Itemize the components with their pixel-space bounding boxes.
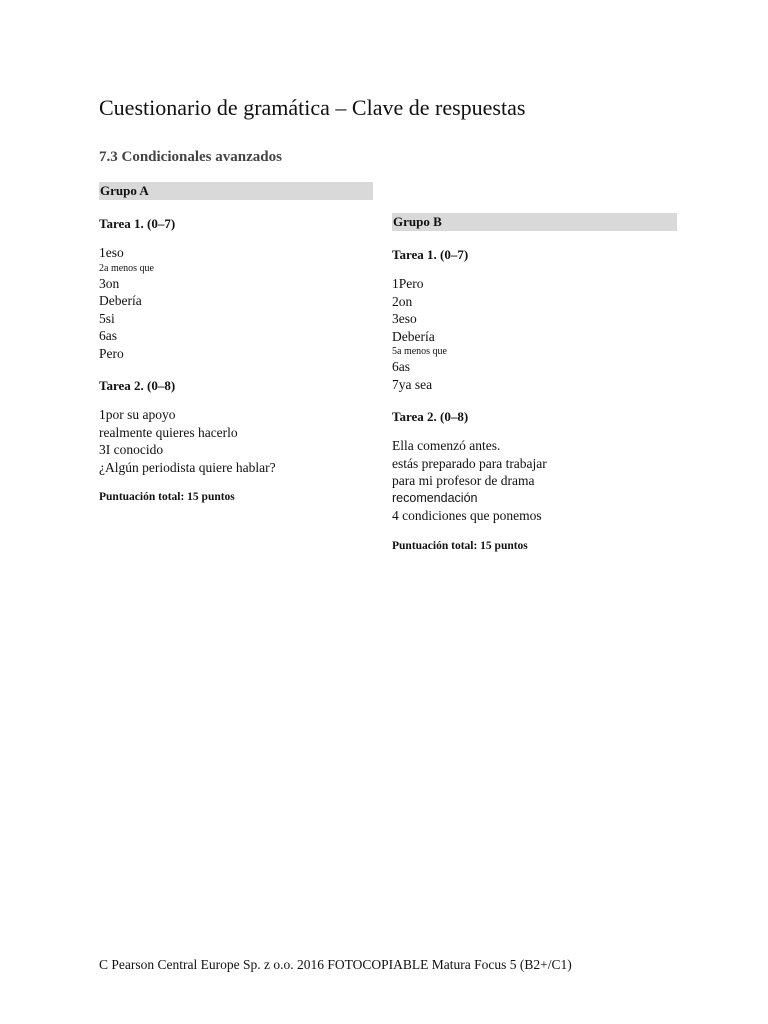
answer-item: 1por su apoyo xyxy=(99,407,176,422)
answer-item: 5si xyxy=(99,310,115,326)
group-a-task2-title: Tarea 2. (0–8) xyxy=(99,378,176,393)
section-subtitle: 7.3 Condicionales avanzados xyxy=(99,149,282,165)
answer-item: 2a menos que xyxy=(99,262,154,274)
answer-item: 2on xyxy=(392,293,413,309)
group-b-header: Grupo B xyxy=(392,213,677,231)
answer-item: para mi profesor de drama xyxy=(392,473,535,488)
group-b-total-score: Puntuación total: 15 puntos xyxy=(392,539,528,552)
answer-item: 3on xyxy=(99,275,120,291)
answer-item: Debería xyxy=(392,328,435,344)
group-a-total-score: Puntuación total: 15 puntos xyxy=(99,491,235,503)
copyright-footer: C Pearson Central Europe Sp. z o.o. 2016 FOTOCOPIABLE Matura Focus 5 (B2+/C1) xyxy=(99,957,572,972)
answer-item: Pero xyxy=(99,345,124,361)
answer-item: estás preparado para trabajar xyxy=(392,455,547,471)
group-b-task1-title: Tarea 1. (0–7) xyxy=(392,247,469,262)
group-a-task1-title: Tarea 1. (0–7) xyxy=(99,216,176,231)
answer-item: realmente quieres hacerlo xyxy=(99,424,238,440)
answer-item: 6as xyxy=(392,359,410,374)
answer-item: 3eso xyxy=(392,311,417,326)
answer-item: Ella comenzó antes. xyxy=(392,438,501,453)
group-b-task2-title: Tarea 2. (0–8) xyxy=(392,409,469,424)
group-a-header: Grupo A xyxy=(99,182,373,200)
answer-item: 1Pero xyxy=(392,276,424,291)
group-a-column xyxy=(99,182,373,503)
answer-item: 6as xyxy=(99,328,117,343)
answer-item: Debería xyxy=(99,293,142,308)
group-a-task1-answers xyxy=(99,244,373,362)
answer-item: 1eso xyxy=(99,245,124,260)
answer-item: 4 condiciones que ponemos xyxy=(392,508,542,523)
answer-item: 7ya sea xyxy=(392,376,433,392)
answer-item: recomendación xyxy=(392,490,478,505)
group-b-task1-answers xyxy=(392,275,677,393)
page-title: Cuestionario de gramática – Clave de respuestas xyxy=(99,95,526,120)
group-b-task2-answers xyxy=(392,437,677,525)
group-a-task2-answers xyxy=(99,406,373,476)
answer-item: 5a menos que xyxy=(392,346,447,357)
answer-item: ¿Algún periodista quiere hablar? xyxy=(99,459,276,475)
group-b-column xyxy=(392,213,677,552)
answer-item: 3I conocido xyxy=(99,442,164,457)
